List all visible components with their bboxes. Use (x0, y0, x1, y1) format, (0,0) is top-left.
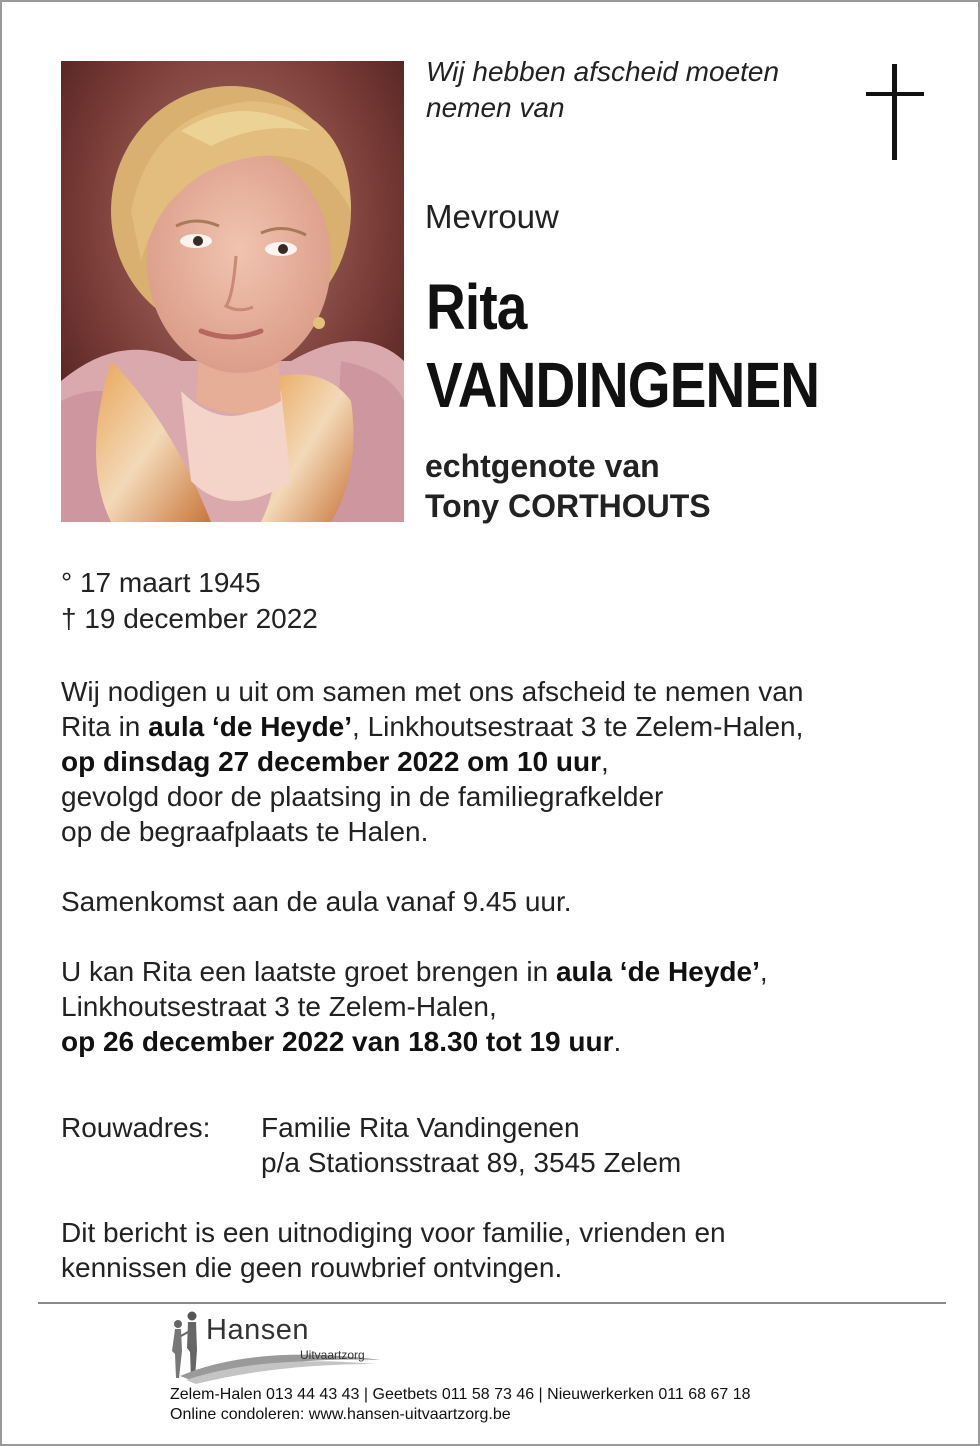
life-dates (61, 565, 318, 637)
intro-line-1: Wij hebben afscheid moeten (426, 56, 780, 87)
ceremony-line-3: op dinsdag 27 december 2022 om 10 uur, (61, 746, 609, 777)
gathering-block (61, 884, 572, 919)
portrait-photo (61, 61, 404, 522)
online-condolence-link[interactable]: Online condoleren: www.hansen-uitvaartzorg.be (170, 1406, 511, 1423)
viewing-line-3: op 26 december 2022 van 18.30 tot 19 uur. (61, 1026, 622, 1057)
birth-date: ° 17 maart 1945 (61, 567, 261, 598)
spouse-name: Tony CORTHOUTS (425, 488, 711, 524)
contact-numbers: Zelem-Halen 013 44 43 43 | Geetbets 011 58 73 46 | Nieuwerkerken 011 68 67 18 (170, 1386, 751, 1403)
address-line-1: Familie Rita Vandingenen (261, 1112, 580, 1143)
ceremony-line-2: Rita in aula ‘de Heyde’, Linkhoutsestraat 3 te Zelem-Halen, (61, 711, 804, 742)
last-name: VANDINGENEN (426, 349, 820, 421)
ceremony-line-4: gevolgd door de plaatsing in de familiegrafkelder (61, 781, 664, 812)
spouse-label: echtgenote van (425, 448, 660, 484)
first-name: Rita (426, 271, 527, 343)
ceremony-block (61, 674, 803, 849)
intro-text (426, 54, 846, 126)
viewing-line-1: U kan Rita een laatste groet brengen in aula ‘de Heyde’, (61, 956, 768, 987)
notice-line-2: kennissen die geen rouwbrief ontvingen. (61, 1252, 563, 1283)
notice-line-1: Dit bericht is een uitnodiging voor familie, vrienden en (61, 1217, 726, 1248)
logo-subtitle: Uitvaartzorg (300, 1348, 365, 1362)
honorific: Mevrouw (425, 198, 559, 235)
death-date: † 19 december 2022 (61, 603, 318, 634)
cross-icon (866, 64, 924, 162)
address-line-2: p/a Stationsstraat 89, 3545 Zelem (261, 1147, 682, 1178)
logo-name: Hansen (206, 1314, 309, 1346)
ceremony-line-1: Wij nodigen u uit om samen met ons afscheid te nemen van (61, 676, 804, 707)
address-label: Rouwadres: (61, 1112, 211, 1143)
address-block (61, 1110, 681, 1180)
viewing-block (61, 954, 768, 1059)
notice-block (61, 1215, 726, 1285)
funeral-home-logo (166, 1306, 406, 1386)
divider (38, 1302, 946, 1304)
gathering-line-1: Samenkomst aan de aula vanaf 9.45 uur. (61, 886, 572, 917)
intro-line-2: nemen van (426, 92, 565, 123)
ceremony-line-5: op de begraafplaats te Halen. (61, 816, 429, 847)
viewing-line-2: Linkhoutsestraat 3 te Zelem-Halen, (61, 991, 497, 1022)
